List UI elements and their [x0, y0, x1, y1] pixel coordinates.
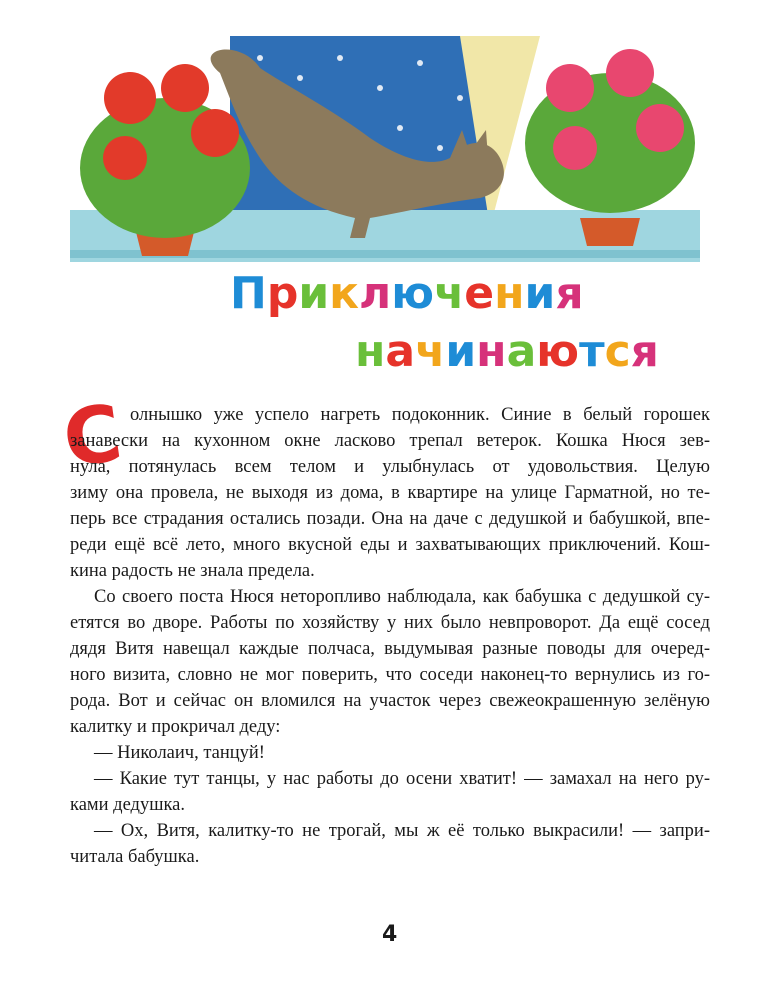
text-line: — Николаич, танцуй!	[94, 743, 265, 763]
text-line: реди ещё всё лето, много вкусной еды и захватывающих приключений. Кош-	[70, 535, 710, 555]
title-letter: н	[494, 268, 525, 319]
text-line: ками дедушка.	[70, 795, 185, 815]
title-letter: к	[329, 268, 360, 319]
text-line: олнышко уже успело нагреть подоконник. Синие в белый горошек	[130, 405, 710, 425]
illustration-cat-on-windowsill	[70, 18, 700, 268]
title-letter: н	[355, 326, 386, 377]
title-line-1	[230, 268, 584, 319]
title-letter: ю	[536, 326, 580, 377]
title-letter: с	[604, 326, 631, 377]
title-letter: и	[298, 268, 330, 319]
text-line: читала бабушка.	[70, 847, 200, 867]
title-letter: я	[630, 326, 659, 377]
title-letter: ч	[415, 326, 446, 377]
text-line: кина радость не знала предела.	[70, 561, 315, 581]
page-number: 4	[382, 922, 398, 947]
text-line: калитку и прокричал деду:	[70, 717, 281, 737]
text-line: ного визита, словно не мог поверить, что соседи наконец-то вернулись из го-	[70, 665, 710, 685]
text-line: — Ох, Витя, калитку-то не трогай, мы ж её только выкрасили! — запри-	[94, 821, 710, 841]
title-letter: ч	[434, 268, 465, 319]
text-line: перь все страдания остались позади. Она на даче с дедушкой и бабушкой, впе-	[70, 509, 710, 529]
text-line: занавески на кухонном окне ласково трепал ветерок. Кошка Нюся зев-	[70, 431, 710, 451]
text-line: етятся во дворе. Работы по хозяйству у них было невпроворот. Да ещё сосед	[70, 613, 710, 633]
text-line: нула, потянулась всем телом и улыбнулась от удовольствия. Целую	[70, 457, 710, 477]
text-line: рода. Вот и сейчас он вломился на участок через свежеокрашенную зелёную	[70, 691, 710, 711]
text-line: зиму она провела, не выходя из дома, в квартире на улице Гарматной, но те-	[70, 483, 710, 503]
title-letter: и	[445, 326, 477, 377]
title-letter: е	[464, 268, 495, 319]
text-line: — Какие тут танцы, у нас работы до осени хватит! — замахал на него ру-	[94, 769, 710, 789]
title-letter: т	[579, 326, 605, 377]
title-letter: л	[359, 268, 392, 319]
title-letter: а	[506, 326, 537, 377]
title-letter: а	[385, 326, 416, 377]
title-letter: н	[476, 326, 507, 377]
text-line: дядя Витя навещал каждые полчаса, выдумывая разные поводы для очеред-	[70, 639, 710, 659]
dropcap: С	[58, 388, 128, 486]
text-line: Со своего поста Нюся неторопливо наблюдала, как бабушка с дедушкой су-	[94, 587, 710, 607]
title-letter: р	[266, 268, 299, 319]
title-line-2	[355, 326, 659, 377]
title-letter: я	[555, 268, 584, 319]
title-letter: и	[524, 268, 556, 319]
body-text	[70, 402, 710, 870]
title-letter: ю	[391, 268, 435, 319]
title-letter: П	[230, 268, 267, 319]
